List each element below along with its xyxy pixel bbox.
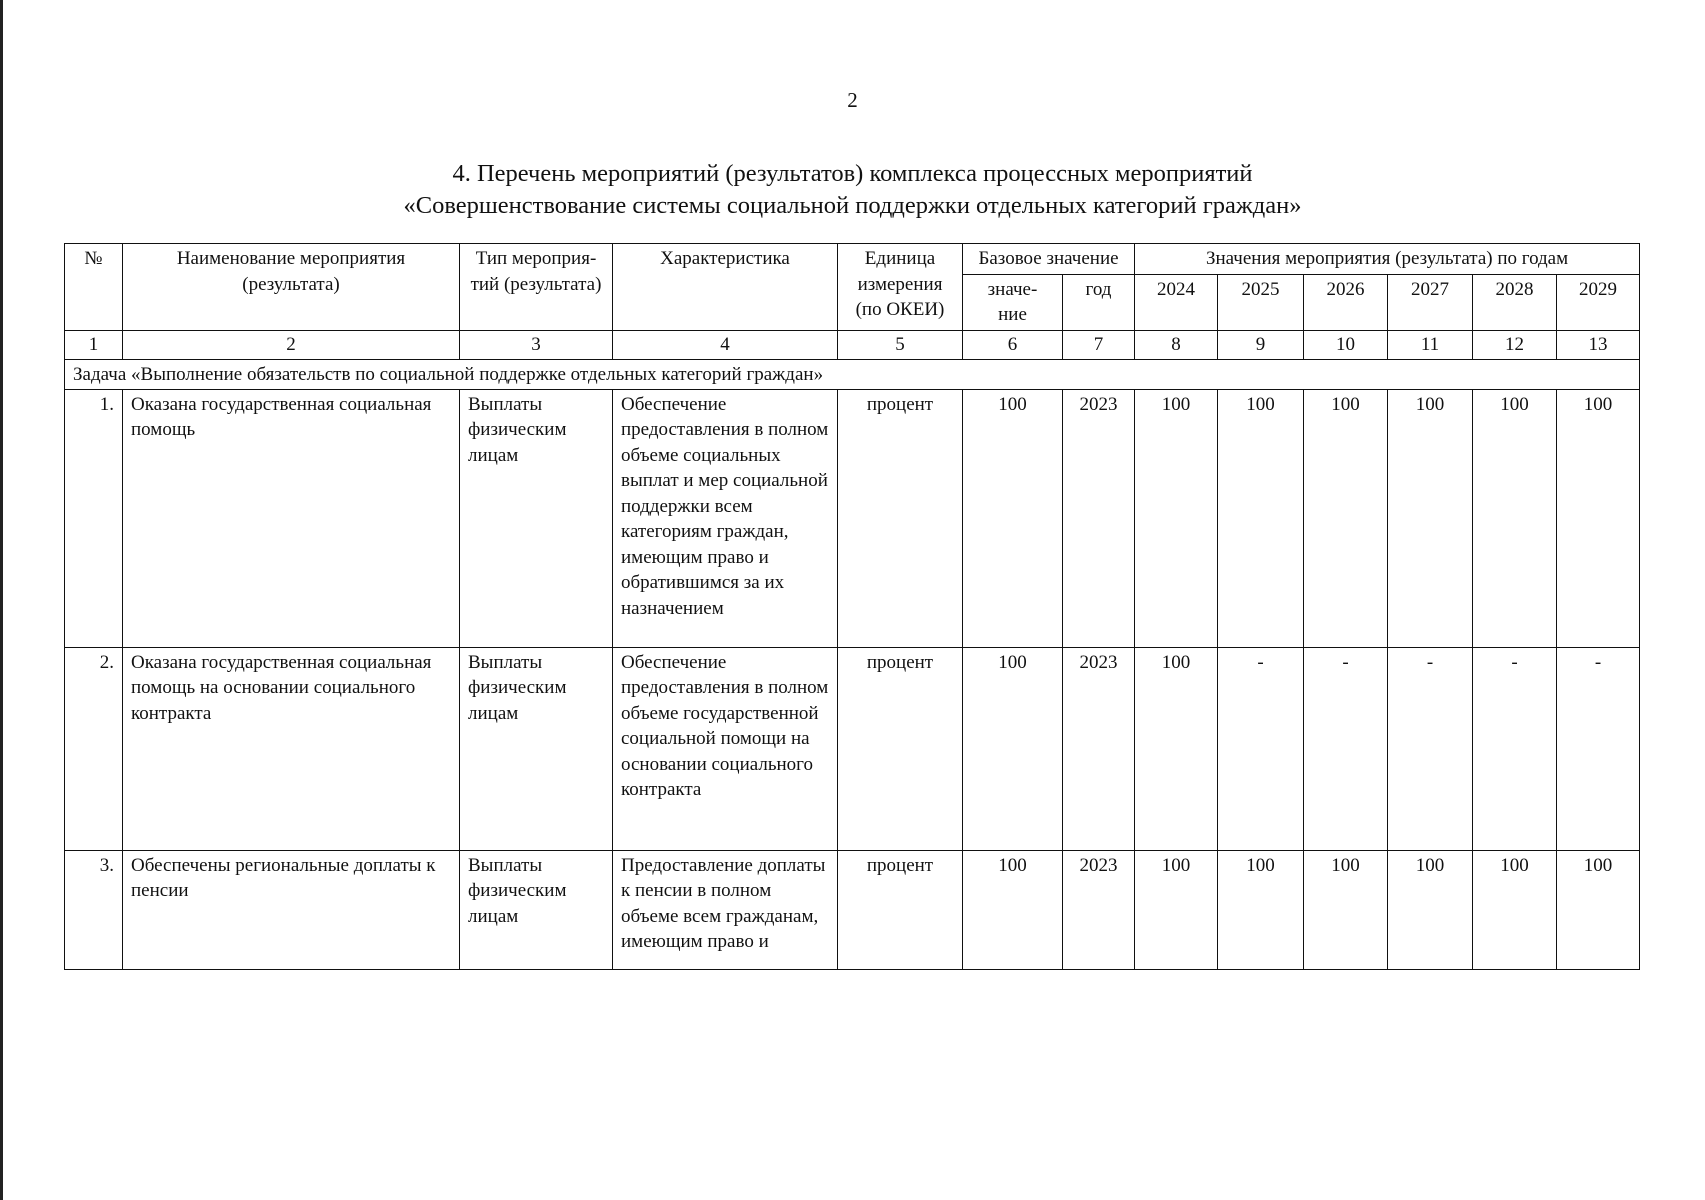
measure-characteristic: Предоставление доплаты к пенсии в полном объеме всем гражданам, имеющим право и (613, 850, 838, 969)
year-value: - (1388, 647, 1473, 850)
header-year: 2028 (1473, 274, 1557, 330)
year-value: 100 (1135, 389, 1218, 647)
year-value: 100 (1304, 389, 1388, 647)
year-value: - (1218, 647, 1304, 850)
year-value: 100 (1557, 389, 1640, 647)
year-value: - (1304, 647, 1388, 850)
column-number: 6 (963, 330, 1063, 359)
column-numbers-row (65, 330, 1640, 359)
column-number: 10 (1304, 330, 1388, 359)
header-base-value: значе- ние (963, 274, 1063, 330)
column-number: 4 (613, 330, 838, 359)
year-value: - (1557, 647, 1640, 850)
header-name: Наименование мероприятия (результата) (123, 244, 460, 331)
column-number: 9 (1218, 330, 1304, 359)
header-num: № (65, 244, 123, 331)
header-type: Тип мероприя- тий (результата) (460, 244, 613, 331)
header-base: Базовое значение (963, 244, 1135, 275)
task-title: Задача «Выполнение обязательств по социальной поддержке отдельных категорий граждан» (65, 359, 1640, 389)
column-number: 7 (1063, 330, 1135, 359)
column-number: 11 (1388, 330, 1473, 359)
year-value: 100 (1304, 850, 1388, 969)
year-value: 100 (1557, 850, 1640, 969)
measure-unit: процент (838, 850, 963, 969)
document-title-line-2: «Совершенствование системы социальной поддержки отдельных категорий граждан» (403, 192, 1302, 219)
year-value: 100 (1218, 389, 1304, 647)
page-number: 2 (847, 88, 858, 112)
header-characteristic: Характеристика (613, 244, 838, 331)
year-value: 100 (1473, 850, 1557, 969)
header-year: 2029 (1557, 274, 1640, 330)
header-unit: Единица измерения (по ОКЕИ) (838, 244, 963, 331)
base-value: 100 (963, 647, 1063, 850)
column-number: 8 (1135, 330, 1218, 359)
year-value: 100 (1135, 647, 1218, 850)
year-value: 100 (1218, 850, 1304, 969)
year-value: 100 (1473, 389, 1557, 647)
year-value: 100 (1388, 850, 1473, 969)
measure-name: Обеспечены региональные доплаты к пенсии (123, 850, 460, 969)
header-year: 2026 (1304, 274, 1388, 330)
column-number: 13 (1557, 330, 1640, 359)
column-number: 3 (460, 330, 613, 359)
measure-type: Выплаты физическим лицам (460, 389, 613, 647)
base-year: 2023 (1063, 647, 1135, 850)
year-value: 100 (1388, 389, 1473, 647)
base-value: 100 (963, 389, 1063, 647)
column-number: 1 (65, 330, 123, 359)
header-year: 2025 (1218, 274, 1304, 330)
document-title-line-1: 4. Перечень мероприятий (результатов) комплекса процессных мероприятий (452, 160, 1253, 187)
column-number: 12 (1473, 330, 1557, 359)
measure-name: Оказана государственная социальная помощь на основании социального контракта (123, 647, 460, 850)
row-number: 2. (65, 647, 123, 850)
measure-unit: процент (838, 647, 963, 850)
header-values-by-year: Значения мероприятия (результата) по годам (1135, 244, 1640, 275)
measures-table (64, 243, 1640, 970)
year-value: - (1473, 647, 1557, 850)
header-year: 2027 (1388, 274, 1473, 330)
base-value: 100 (963, 850, 1063, 969)
row-number: 1. (65, 389, 123, 647)
document-title (0, 158, 1705, 222)
table-row (65, 850, 1640, 969)
measure-name: Оказана государственная социальная помощь (123, 389, 460, 647)
header-row-1 (65, 244, 1640, 275)
row-number: 3. (65, 850, 123, 969)
base-year: 2023 (1063, 389, 1135, 647)
task-row (65, 359, 1640, 389)
column-number: 2 (123, 330, 460, 359)
base-year: 2023 (1063, 850, 1135, 969)
header-base-year: год (1063, 274, 1135, 330)
measure-characteristic: Обеспечение предоставления в полном объеме социальных выплат и мер социальной поддержки всем категориям граждан, имеющим право и обратившимся за их назначением (613, 389, 838, 647)
measure-type: Выплаты физическим лицам (460, 647, 613, 850)
year-value: 100 (1135, 850, 1218, 969)
measure-characteristic: Обеспечение предоставления в полном объеме государственной социальной помощи на основании социального контракта (613, 647, 838, 850)
header-year: 2024 (1135, 274, 1218, 330)
column-number: 5 (838, 330, 963, 359)
table-row (65, 647, 1640, 850)
measure-unit: процент (838, 389, 963, 647)
measure-type: Выплаты физическим лицам (460, 850, 613, 969)
table-row (65, 389, 1640, 647)
